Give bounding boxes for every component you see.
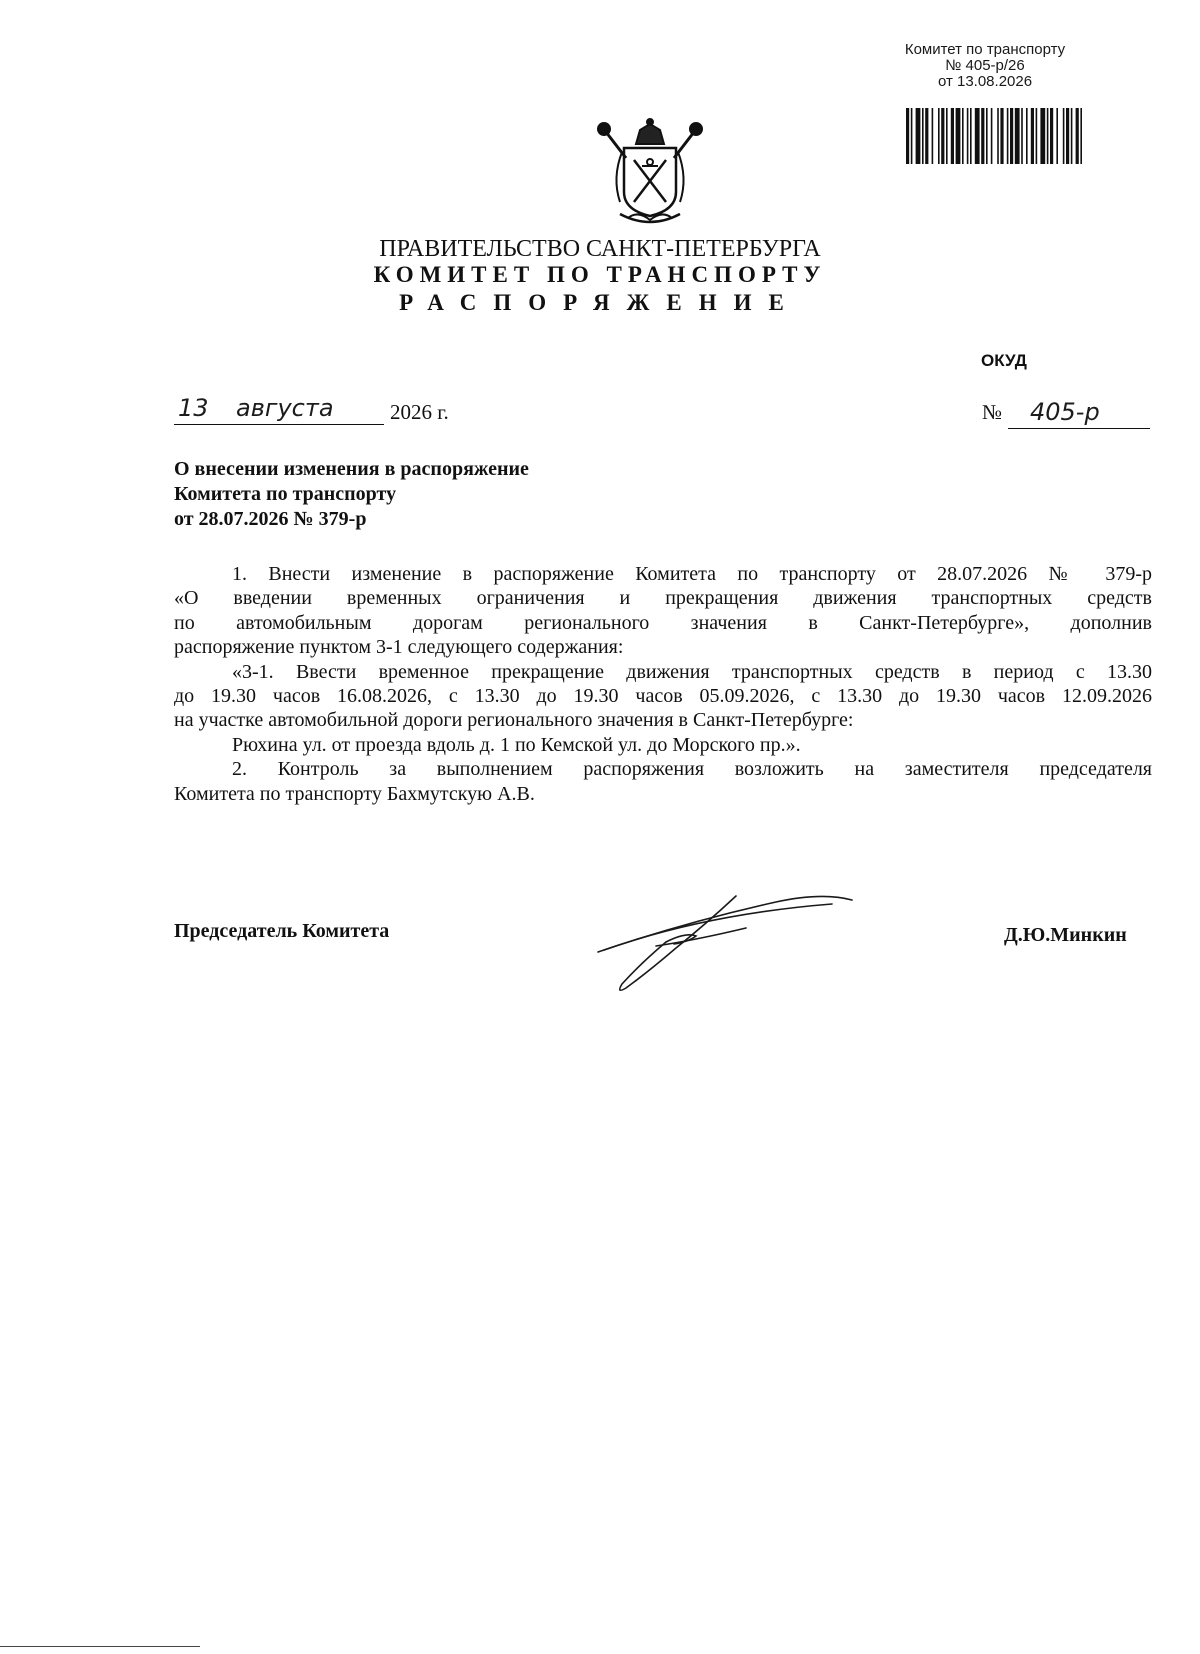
handwritten-signature: [596, 884, 856, 996]
number-sign: №: [982, 400, 1003, 424]
committee-title: КОМИТЕТ ПО ТРАНСПОРТУ: [373, 262, 827, 287]
barcode-bar: [1076, 108, 1079, 164]
saint-petersburg-coat-of-arms-icon: [592, 118, 708, 228]
barcode-bar: [991, 108, 993, 164]
barcode-bar: [967, 108, 969, 164]
barcode-bar: [1040, 108, 1045, 164]
signer-title: Председатель Комитета: [174, 920, 390, 942]
barcode-bar: [1031, 108, 1034, 164]
barcode-bar: [1000, 108, 1003, 164]
subject-line-1: О внесении изменения в распоряжение: [174, 458, 529, 480]
barcode-bar: [932, 108, 934, 164]
body-line: «3-1. Ввести временное прекращение движения транспортных средств в период с 13.30: [232, 660, 1152, 683]
barcode-bar: [1026, 108, 1028, 164]
barcode-bar: [956, 108, 961, 164]
barcode-bar: [981, 108, 984, 164]
body-line: распоряжение пунктом 3-1 следующего содержания:: [174, 636, 624, 659]
date-underline: [174, 424, 384, 425]
okud-label: ОКУД: [981, 351, 1027, 370]
barcode-bar: [941, 108, 944, 164]
barcode-bar: [916, 108, 921, 164]
body-line: до 19.30 часов 16.08.2026, с 13.30 до 19.30 часов 05.09.2026, с 13.30 до 19.30 часов 12.09.2026: [174, 685, 1152, 708]
body-line: Рюхина ул. от проезда вдоль д. 1 по Кемской ул. до Морского пр.».: [232, 733, 801, 756]
barcode-bar: [1080, 108, 1082, 164]
barcode-bar: [1007, 108, 1009, 164]
barcode-bar: [1047, 108, 1049, 164]
stamp-line-committee: Комитет по транспорту: [904, 41, 1066, 58]
barcode-bar: [1050, 108, 1053, 164]
barcode: [906, 108, 1082, 164]
barcode-bar: [975, 108, 980, 164]
body-line: Комитета по транспорту Бахмутскую А.В.: [174, 782, 535, 805]
document-number: 405-р: [1030, 398, 1100, 426]
subject-line-3: от 28.07.2026 № 379-р: [174, 508, 367, 530]
barcode-bar: [1036, 108, 1038, 164]
document-body: [174, 562, 1152, 806]
body-line: «О введении временных ограничения и прекращения движения транспортных средств: [174, 587, 1152, 610]
date-year: 2026 г.: [390, 400, 449, 424]
barcode-bar: [1015, 108, 1020, 164]
signer-name: Д.Ю.Минкин: [1004, 924, 1127, 946]
barcode-bar: [1063, 108, 1065, 164]
barcode-bar: [986, 108, 988, 164]
barcode-bar: [970, 108, 972, 164]
barcode-bar: [951, 108, 954, 164]
stamp-line-number: № 405-р/26: [945, 57, 1025, 74]
footer-rule: [0, 1646, 200, 1647]
barcode-bar: [1010, 108, 1013, 164]
barcode-bar: [1056, 108, 1058, 164]
barcode-bar: [962, 108, 964, 164]
document-subject: [174, 457, 529, 532]
stamp-line-date: от 13.08.2026: [937, 73, 1033, 90]
barcode-bar: [925, 108, 928, 164]
barcode-bar: [1071, 108, 1073, 164]
body-line: 1. Внести изменение в распоряжение Комитета по транспорту от 28.07.2026 № 379-р: [232, 563, 1152, 585]
body-line: по автомобильным дорогам регионального значения в Санкт-Петербурге», дополнив: [174, 611, 1152, 634]
barcode-bar: [1021, 108, 1023, 164]
number-underline: [1008, 428, 1150, 429]
subject-line-2: Комитета по транспорту: [174, 483, 397, 505]
barcode-bar: [906, 108, 909, 164]
date-month: августа: [236, 394, 334, 422]
body-line: 2. Контроль за выполнением распоряжения возложить на заместителя председателя: [232, 758, 1152, 781]
barcode-bar: [1066, 108, 1069, 164]
registration-stamp: [862, 42, 1108, 90]
barcode-bar: [911, 108, 913, 164]
barcode-bar: [938, 108, 940, 164]
barcode-bar: [946, 108, 948, 164]
date-day: 13: [178, 394, 209, 422]
government-title: ПРАВИТЕЛЬСТВО САНКТ-ПЕТЕРБУРГА: [379, 236, 821, 262]
document-type-title: РАСПОРЯЖЕНИЕ: [399, 290, 801, 315]
body-line: на участке автомобильной дороги регионального значения в Санкт-Петербурге:: [174, 709, 854, 732]
barcode-bar: [997, 108, 999, 164]
barcode-bar: [922, 108, 924, 164]
